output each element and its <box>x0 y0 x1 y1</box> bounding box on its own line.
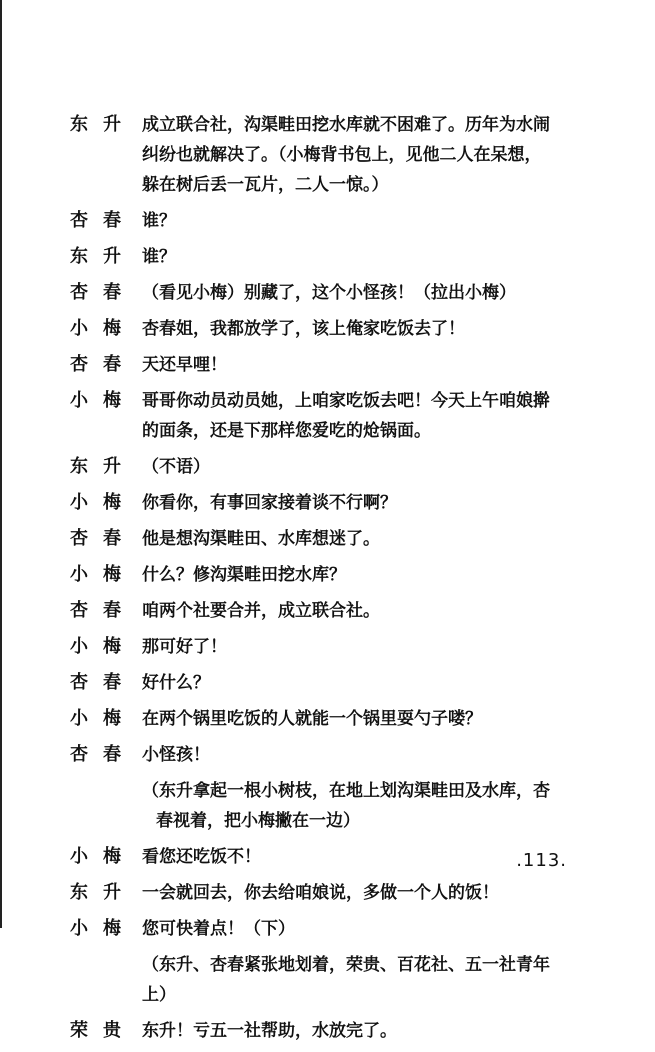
dialogue-line <box>70 704 585 734</box>
speaker-name: 小梅 <box>70 492 136 513</box>
dialogue-text: 小怪孩！ <box>142 745 210 765</box>
speaker-name: 杏春 <box>70 210 136 231</box>
dialogue-text: 在两个锅里吃饭的人就能一个锅里耍勺子喽？ <box>142 709 482 729</box>
stage-direction-line: （东升拿起一根小树枝，在地上划沟渠畦田及水库，杏 <box>142 781 550 801</box>
speaker-name: 杏春 <box>70 600 136 621</box>
speaker-name: 东升 <box>70 456 136 477</box>
stage-direction-line: （东升、杏春紧张地划着，荣贵、百花社、五一社青年 <box>142 955 550 975</box>
speaker-name: 荣贵 <box>70 1020 136 1041</box>
dialogue-text: （看见小梅）别藏了，这个小怪孩！（拉出小梅） <box>142 283 516 303</box>
dialogue-text: 哥哥你动员动员她，上咱家吃饭去吧！今天上午咱娘擀 的面条，还是下那样您爱吃的炝锅面。 <box>142 391 550 441</box>
dialogue-line <box>70 842 585 872</box>
stage-direction-line: 春视着，把小梅撇在一边） <box>156 811 360 831</box>
dialogue-line <box>70 596 585 626</box>
stage-direction <box>142 950 585 1010</box>
dialogue-text: 东升！亏五一社帮助，水放完了。 <box>142 1021 397 1041</box>
dialogue-line <box>70 740 585 770</box>
dialogue-text: 看您还吃饭不！ <box>142 847 261 867</box>
dialogue-text: 你看你，有事回家接着谈不行啊？ <box>142 493 397 513</box>
script-body <box>70 110 585 1052</box>
dialogue-line <box>70 314 585 344</box>
dialogue-text: 他是想沟渠畦田、水库想迷了。 <box>142 529 380 549</box>
speaker-name: 小梅 <box>70 390 136 411</box>
dialogue-line <box>70 452 585 482</box>
speaker-name: 小梅 <box>70 318 136 339</box>
dialogue-line <box>70 878 585 908</box>
speaker-name: 杏春 <box>70 528 136 549</box>
page-border <box>0 0 2 928</box>
speaker-name: 小梅 <box>70 918 136 939</box>
dialogue-text: 一会就回去，你去给咱娘说，多做一个人的饭！ <box>142 883 499 903</box>
speaker-name: 杏春 <box>70 744 136 765</box>
dialogue-text: （不语） <box>142 457 210 477</box>
dialogue-text: 天还早哩！ <box>142 355 227 375</box>
dialogue-line <box>70 632 585 662</box>
dialogue-line <box>70 488 585 518</box>
dialogue-text: 您可快着点！（下） <box>142 919 295 939</box>
dialogue-text: 杏春姐，我都放学了，该上俺家吃饭去了！ <box>142 319 465 339</box>
speaker-name: 小梅 <box>70 564 136 585</box>
speaker-name: 杏春 <box>70 282 136 303</box>
page-number: .113. <box>516 850 567 871</box>
dialogue-line <box>70 386 585 446</box>
dialogue-line <box>70 1016 585 1046</box>
dialogue-line <box>70 560 585 590</box>
dialogue-text: 谁？ <box>142 247 176 267</box>
dialogue-text: 好什么？ <box>142 673 210 693</box>
speaker-name: 小梅 <box>70 708 136 729</box>
dialogue-line <box>70 206 585 236</box>
dialogue-line <box>70 350 585 380</box>
dialogue-line <box>70 914 585 944</box>
dialogue-line <box>70 110 585 200</box>
dialogue-line <box>70 668 585 698</box>
speaker-name: 东升 <box>70 882 136 903</box>
speaker-name: 东升 <box>70 114 136 135</box>
dialogue-text: 什么？修沟渠畦田挖水库？ <box>142 565 346 585</box>
speaker-name: 杏春 <box>70 354 136 375</box>
speaker-name: 小梅 <box>70 636 136 657</box>
speaker-name: 小梅 <box>70 846 136 867</box>
dialogue-text: 成立联合社，沟渠畦田挖水库就不困难了。历年为水闹 纠纷也就解决了。（小梅背书包上，见他二人在呆想， 躲在树后丢一瓦片，二人一惊。） <box>142 115 550 195</box>
dialogue-line <box>70 278 585 308</box>
dialogue-text: 咱两个社要合并，成立联合社。 <box>142 601 380 621</box>
stage-direction <box>142 776 585 836</box>
speaker-name: 东升 <box>70 246 136 267</box>
dialogue-text: 谁？ <box>142 211 176 231</box>
speaker-name: 杏春 <box>70 672 136 693</box>
dialogue-line <box>70 242 585 272</box>
stage-direction-line: 上） <box>142 985 176 1005</box>
dialogue-line <box>70 524 585 554</box>
dialogue-text: 那可好了！ <box>142 637 227 657</box>
